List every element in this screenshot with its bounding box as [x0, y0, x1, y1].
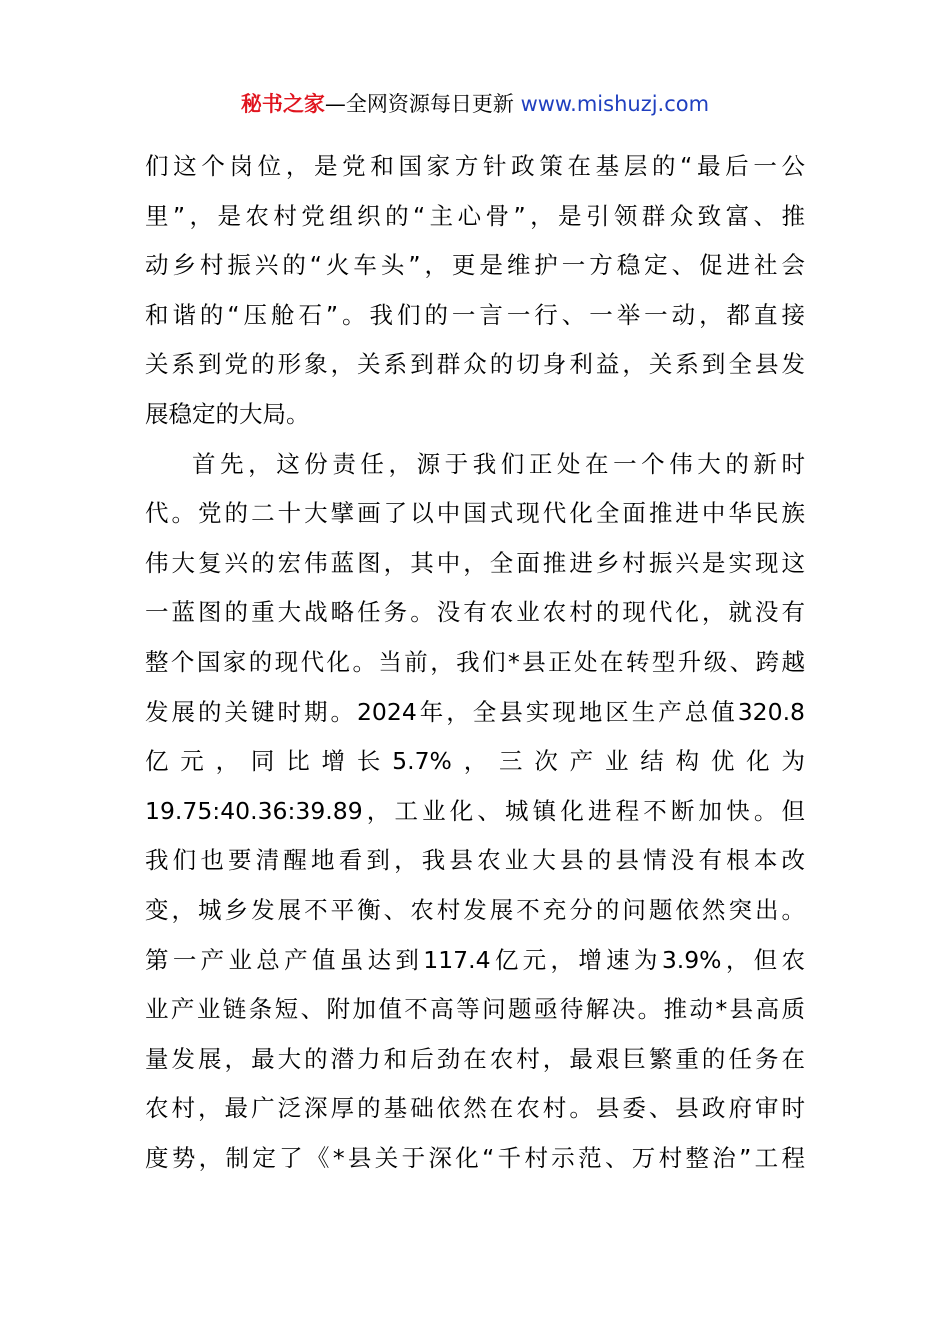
- site-url-link[interactable]: www.mishuzj.com: [520, 92, 710, 116]
- text-line: 代。党的二十大擘画了以中国式现代化全面推进中华民族: [145, 499, 805, 528]
- text-line: 整个国家的现代化。当前，我们*县正处在转型升级、跨越: [145, 647, 805, 676]
- text-line: 发展的关键时期。2024年，全县实现地区生产总值320.8: [145, 697, 805, 726]
- text-line: 关系到党的形象，关系到群众的切身利益，关系到全县发: [145, 350, 805, 379]
- text-line: 展稳定的大局。: [145, 399, 310, 428]
- text-line: 量发展，最大的潜力和后劲在农村，最艰巨繁重的任务在: [145, 1044, 805, 1073]
- paragraph-first-line: 首先，这份责任，源于我们正处在一个伟大的新时: [192, 449, 805, 478]
- text-line: 第一产业总产值虽达到117.4亿元，增速为3.9%，但农: [145, 945, 805, 974]
- text-line: 亿元，同比增长5.7%，三次产业结构优化为: [145, 747, 805, 776]
- document-body: [145, 142, 805, 1183]
- text-line: 动乡村振兴的“火车头”，更是维护一方稳定、促进社会: [145, 251, 805, 280]
- text-line: 伟大复兴的宏伟蓝图，其中，全面推进乡村振兴是实现这: [145, 548, 805, 577]
- text-line: 我们也要清醒地看到，我县农业大县的县情没有根本改: [145, 846, 805, 875]
- text-line: 度势，制定了《*县关于深化“千村示范、万村整治”工程: [145, 1143, 805, 1172]
- text-line: 19.75:40.36:39.89，工业化、城镇化进程不断加快。但: [145, 796, 805, 825]
- brand-name: 秘书之家: [240, 92, 325, 116]
- text-line: 一蓝图的重大战略任务。没有农业农村的现代化，就没有: [145, 598, 805, 627]
- text-line: 里”，是农村党组织的“主心骨”，是引领群众致富、推: [145, 201, 805, 230]
- text-line: 们这个岗位，是党和国家方针政策在基层的“最后一公: [145, 152, 805, 180]
- site-header: [0, 88, 950, 120]
- text-line: 和谐的“压舱石”。我们的一言一行、一举一动，都直接: [145, 300, 805, 329]
- text-line: 业产业链条短、附加值不高等问题亟待解决。推动*县高质: [145, 995, 805, 1024]
- text-line: 农村，最广泛深厚的基础依然在农村。县委、县政府审时: [145, 1094, 805, 1123]
- text-line: 变，城乡发展不平衡、农村发展不充分的问题依然突出。: [145, 895, 805, 924]
- header-slogan: —全网资源每日更新: [324, 92, 521, 116]
